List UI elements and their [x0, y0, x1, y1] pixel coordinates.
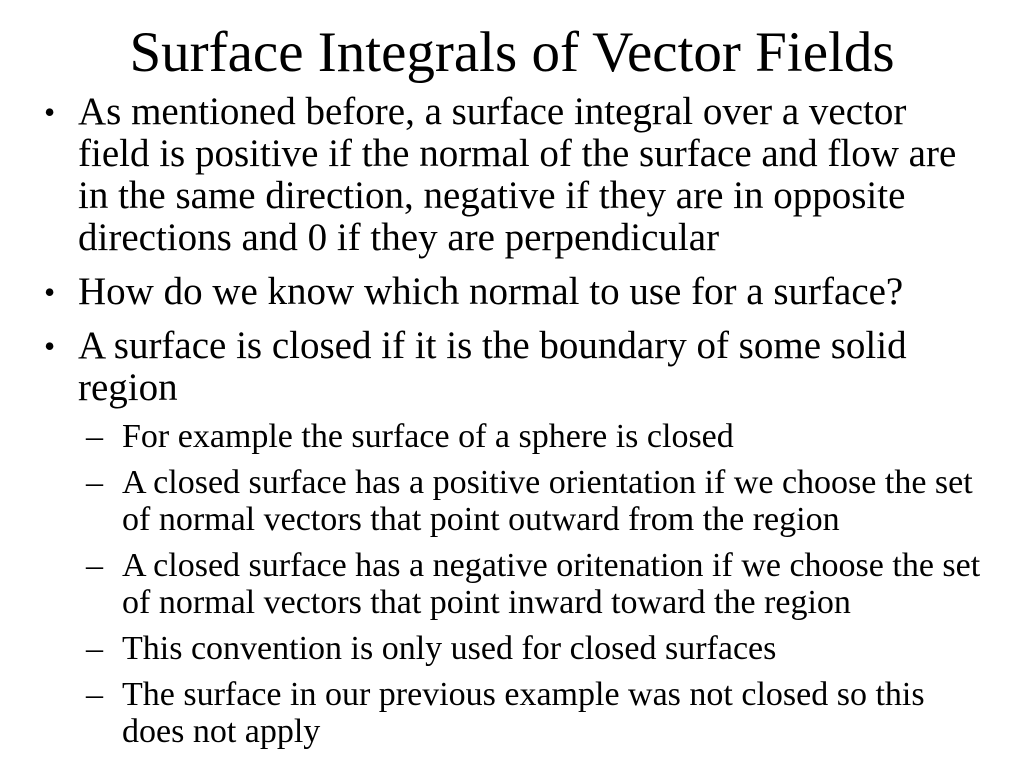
bullet-dash-icon: – — [86, 463, 103, 501]
bullet-dot-icon: • — [44, 273, 56, 310]
bullet-item — [0, 676, 1024, 750]
bullet-dot-icon: • — [44, 93, 56, 130]
bullet-item — [0, 418, 1024, 455]
bullet-item — [0, 91, 1024, 259]
bullet-text: For example the surface of a sphere is closed — [122, 417, 734, 455]
bullet-item — [0, 271, 1024, 313]
bullet-dash-icon: – — [86, 546, 103, 584]
bullet-text: How do we know which normal to use for a surface? — [78, 269, 904, 313]
slide-title: Surface Integrals of Vector Fields — [129, 21, 895, 84]
bullet-text: A closed surface has a positive orientation if we choose the set of normal vectors that point outward from the region — [122, 463, 973, 538]
bullet-dash-icon: – — [86, 629, 103, 667]
bullet-item — [0, 630, 1024, 667]
bullet-list — [0, 91, 1024, 750]
bullet-text: This convention is only used for closed surfaces — [122, 629, 777, 667]
bullet-item — [0, 325, 1024, 409]
bullet-text: As mentioned before, a surface integral over a vector field is positive if the normal of the surface and flow are in the same direction, negative if they are in opposite directions and 0 if they are perpendicular — [78, 89, 957, 259]
bullet-text: A closed surface has a negative oritenation if we choose the set of normal vectors that point inward toward the region — [122, 546, 981, 621]
bullet-item — [0, 464, 1024, 538]
bullet-dot-icon: • — [44, 327, 56, 364]
bullet-text: The surface in our previous example was not closed so this does not apply — [122, 675, 925, 750]
bullet-dash-icon: – — [86, 675, 103, 713]
bullet-dash-icon: – — [86, 417, 103, 455]
bullet-text: A surface is closed if it is the boundary of some solid region — [78, 323, 907, 409]
bullet-item — [0, 547, 1024, 621]
